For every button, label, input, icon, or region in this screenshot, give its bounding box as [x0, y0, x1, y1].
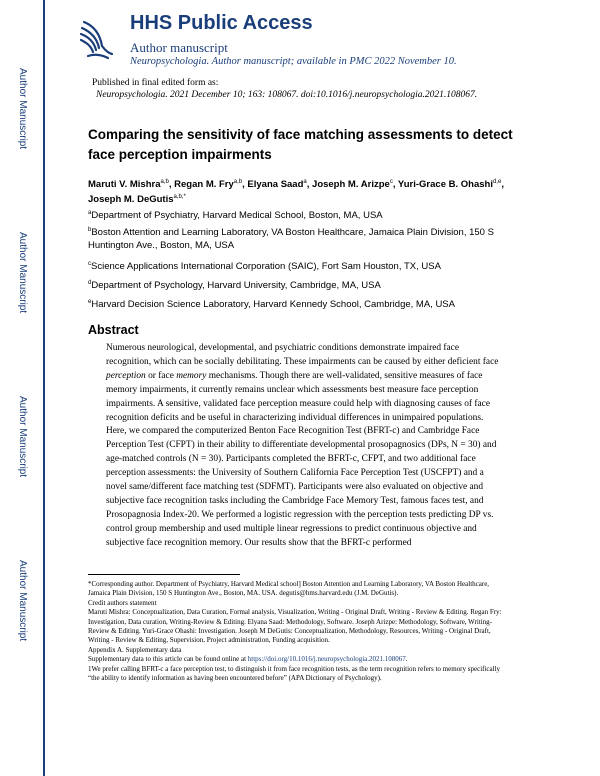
footnote-1: 1We prefer calling BFRT-c a face perception test, to distinguish it from face recognition tests, as the term recognition refers to memory specifically “the ability to identify information as having been encountered before” (APA Dictionary of Psychology).: [88, 664, 501, 683]
published-label: Published in final edited form as:: [92, 78, 219, 88]
footnotes: [88, 580, 508, 683]
availability-line: Neuropsychologia. Author manuscript; available in PMC 2022 November 10.: [130, 56, 457, 67]
sidebar-divider: [43, 0, 45, 776]
abstract-heading: Abstract: [88, 323, 139, 337]
affiliation: $^c$Science Applications International Corporation (SAIC), Fort Sam Houston, TX, USA: [88, 261, 441, 273]
corresponding-author-note: *Corresponding author. Department of Psychiatry, Harvard Medical school] Boston Attention and Learning Laboratory, VA Boston Healthcare, Jamaica Plain Division, 150 S Huntington Ave., Boston, MA. USA. degutis@hms.harvard.edu (J.M. DeGutis).: [88, 580, 490, 598]
hhs-eagle-logo-icon: [78, 16, 114, 60]
published-info: [92, 77, 477, 101]
author-list: [88, 176, 518, 206]
article-title: Comparing the sensitivity of face matching assessments to detect face perception impairments: [88, 127, 513, 162]
affiliation: $^e$Harvard Decision Science Laboratory, Harvard Kennedy School, Cambridge, MA, USA: [88, 299, 455, 311]
abstract-body: Numerous neurological, developmental, and psychiatric conditions demonstrate impaired face recognition, which can be socially debilitating. These impairments can be caused by either deficient face perception or face memory mechanisms. Though there are well-validated, sensitive measures of face memory impairments, it currently remains unclear which assessments best measure face perception impairments. A sensitive, validated face perception measure could help with diagnosing causes of face recognition deficits and be useful in characterizing individual differences in unimpaired populations. Here, we compared the computerized Benton Face Recognition Test (BFRT-c) and Cambridge Face Perception Test (CFPT) in their ability to differentiate developmental prosopagnosics (DPs, N = 30) and age-matched controls (N = 30). Participants completed the BFRT-c, CFPT, and two additional face perception assessments: the University of Southern California Face Perception Test (USCFPT) and a novel same/different face matching test (SDFMT). Participants were also evaluated on objective and subjective face recognition tasks including the Cambridge Face Memory Test, famous faces test, and Prosopagnosia Index-20. We performed a logistic regression with the perception tests predicting DP vs. control group membership and used multiple linear regressions to predict continuous objective and subjective face recognition memory. Our results show that the BFRT-c performed: [106, 343, 499, 548]
hhs-title: HHS Public Access: [130, 12, 313, 34]
supplementary-note: Supplementary data to this article can be found online at https://doi.org/10.1016/j.neuropsychologia.2021.108067.: [88, 655, 408, 664]
credit-statement: Maruti Mishra: Conceptualization, Data Curation, Formal analysis, Visualization, Writing - Original Draft, Writing - Review & Editing. Regan Fry: Investigation, Data curation, Writing-Review & Editing. Elyana Saad: Methodology, Software. Joseph Arizpe: Methodology, Software, Writing- Review & Editing. Yuri-Grace Ohashi: Investigation. Joseph M DeGutis: Conceptualization, Methodology, Resources, Writing - Original Draft, Writing - Review & Editing, Supervision, Project administration, Funding acquisition.: [88, 608, 502, 645]
author: Regan M. Fry$^{a,b}$,: [174, 179, 248, 191]
appendix-heading: Appendix A. Supplementary data: [88, 645, 182, 654]
footnote-rule: [88, 574, 240, 575]
sidebar: [0, 0, 42, 776]
sidebar-label: Author Manuscript: [17, 232, 28, 314]
sidebar-label: Author Manuscript: [17, 68, 28, 150]
manuscript-type: Author manuscript: [130, 40, 228, 55]
sidebar-label: Author Manuscript: [17, 396, 28, 478]
author: Joseph M. DeGutis$^{a,b,*}$: [88, 194, 186, 206]
supplementary-link[interactable]: https://doi.org/10.1016/j.neuropsychologia.2021.108067: [247, 655, 406, 664]
affiliation: $^d$Department of Psychology, Harvard University, Cambridge, MA, USA: [88, 280, 381, 292]
sidebar-label: Author Manuscript: [17, 560, 28, 642]
citation: Neuropsychologia. 2021 December 10; 163: 108067. doi:10.1016/j.neuropsychologia.2021.108067.: [96, 90, 478, 100]
author: Maruti V. Mishra$^{a,b}$,: [88, 179, 175, 191]
affiliation: $^b$Boston Attention and Learning Laboratory, VA Boston Healthcare, Jamaica Plain Division, 150 S Huntington Ave., Boston, MA, USA: [88, 227, 494, 252]
credit-heading: Credit authors statement: [88, 598, 157, 607]
hhs-header: [78, 10, 578, 74]
affiliation: $^a$Department of Psychiatry, Harvard Medical School, Boston, MA, USA: [88, 210, 383, 222]
author: Elyana Saad$^a$,: [247, 179, 313, 191]
author: Joseph M. Arizpe$^c$,: [312, 179, 398, 191]
author: Yuri-Grace B. Ohashi$^{d,e}$,: [397, 179, 504, 191]
